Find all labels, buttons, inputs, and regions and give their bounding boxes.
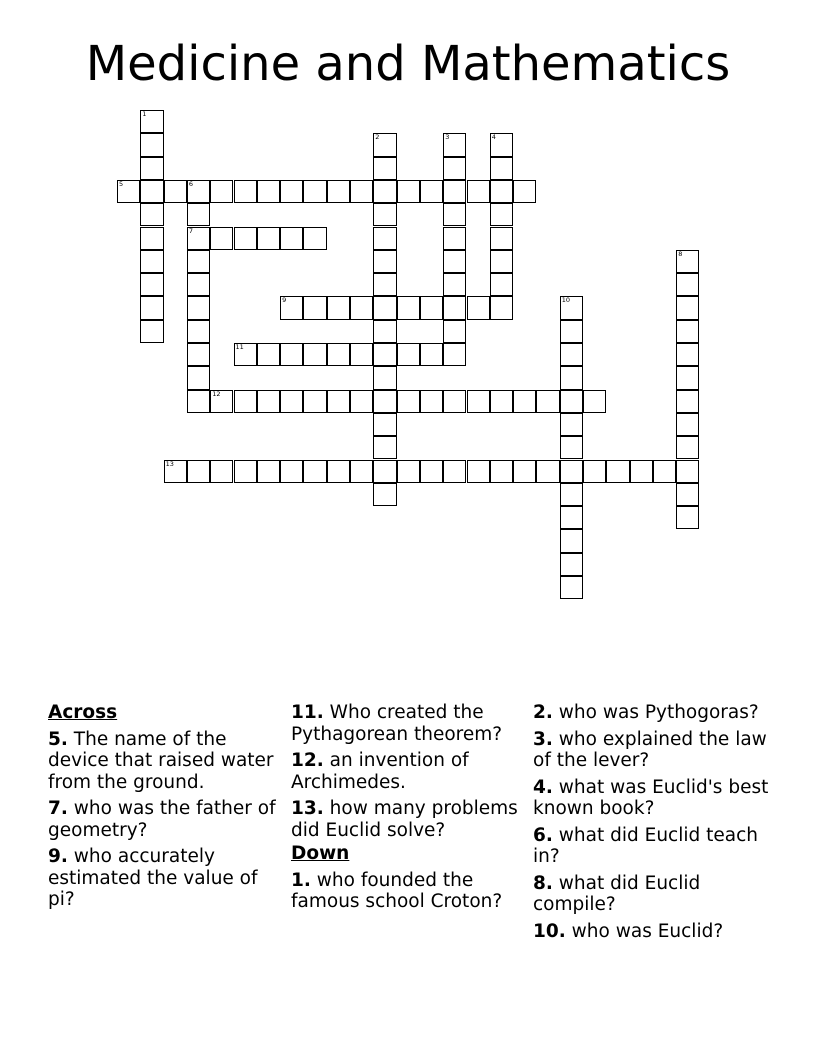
clues-column-1 [48,702,283,916]
crossword-cell[interactable] [676,460,699,483]
crossword-cell[interactable] [303,296,326,319]
crossword-cell[interactable] [560,343,583,366]
clue-text: who explained the law of the lever? [533,728,767,771]
crossword-cell[interactable] [140,320,163,343]
clue-number: 1. [291,869,311,891]
crossword-cell[interactable] [467,296,490,319]
crossword-cell[interactable] [676,436,699,459]
crossword-cell[interactable] [560,460,583,483]
crossword-cell[interactable] [536,390,559,413]
crossword-cell[interactable] [676,483,699,506]
crossword-cell[interactable] [606,460,629,483]
crossword-cell[interactable] [397,180,420,203]
crossword-cell[interactable] [676,250,699,273]
crossword-cell[interactable] [560,436,583,459]
clue-down-10 [533,921,773,943]
clue-text: The name of the device that raised water from the ground. [48,728,274,793]
crossword-cell[interactable] [560,576,583,599]
clues-column-3 [533,702,773,947]
crossword-cell[interactable] [397,296,420,319]
crossword-cell[interactable] [560,506,583,529]
crossword-cell[interactable] [280,296,303,319]
crossword-cell[interactable] [373,390,396,413]
crossword-cell[interactable] [350,180,373,203]
crossword-cell[interactable] [187,343,210,366]
clue-number: 4. [533,776,553,798]
clue-number: 6. [533,824,553,846]
crossword-cell[interactable] [676,390,699,413]
crossword-cell[interactable] [280,180,303,203]
crossword-cell[interactable] [257,227,280,250]
crossword-cell[interactable] [373,203,396,226]
crossword-cell[interactable] [164,460,187,483]
crossword-cell[interactable] [513,390,536,413]
crossword-cell[interactable] [280,460,303,483]
clue-down-4 [533,777,773,820]
clue-number: 7. [48,798,68,819]
cell-number: 7 [188,226,194,235]
crossword-cell[interactable] [560,320,583,343]
cell-number: 5 [119,179,124,188]
cell-number: 3 [445,133,450,142]
clue-across-5 [48,729,283,794]
cell-number: 8 [678,249,683,258]
crossword-cell[interactable] [187,366,210,389]
crossword-cell[interactable] [373,413,396,436]
crossword-cell[interactable] [187,390,210,413]
crossword-cell[interactable] [187,227,210,250]
crossword-cell[interactable] [327,343,350,366]
crossword-cell[interactable] [443,273,466,296]
crossword-cell[interactable] [560,483,583,506]
crossword-cell[interactable] [536,460,559,483]
crossword-cell[interactable] [467,180,490,203]
crossword-cell[interactable] [373,227,396,250]
crossword-cell[interactable] [187,460,210,483]
crossword-cell[interactable] [187,273,210,296]
crossword-cell[interactable] [117,180,140,203]
crossword-cell[interactable] [327,296,350,319]
crossword-cell[interactable] [443,133,466,156]
crossword-cell[interactable] [630,460,653,483]
cell-number: 9 [282,296,287,305]
clue-down-2 [533,702,773,724]
crossword-cell[interactable] [560,390,583,413]
crossword-cell[interactable] [583,460,606,483]
crossword-cell[interactable] [327,180,350,203]
crossword-cell[interactable] [140,110,163,133]
cell-number: 10 [561,296,570,305]
crossword-cell[interactable] [560,413,583,436]
cell-number: 2 [375,133,380,142]
crossword-cell[interactable] [373,460,396,483]
clue-text: who founded the famous school Croton? [291,869,503,912]
clue-number: 13. [291,798,324,819]
crossword-cell[interactable] [373,157,396,180]
clue-number: 10. [533,920,566,942]
crossword-cell[interactable] [560,529,583,552]
crossword-cell[interactable] [443,390,466,413]
crossword-cell[interactable] [490,273,513,296]
crossword-cell[interactable] [373,320,396,343]
clue-text: what was Euclid's best known book? [533,776,769,819]
crossword-cell[interactable] [443,250,466,273]
crossword-cell[interactable] [443,343,466,366]
cell-number: 6 [188,179,194,188]
crossword-cell[interactable] [187,203,210,226]
crossword-cell[interactable] [140,180,163,203]
crossword-cell[interactable] [443,460,466,483]
crossword-cell[interactable] [303,227,326,250]
crossword-cell[interactable] [373,436,396,459]
crossword-cell[interactable] [676,413,699,436]
crossword-cell[interactable] [234,390,257,413]
clue-down-6 [533,825,773,868]
crossword-cell[interactable] [303,390,326,413]
clue-down-1 [291,870,529,913]
crossword-cell[interactable] [676,273,699,296]
crossword-cell[interactable] [583,390,606,413]
clue-number: 12. [291,750,324,771]
crossword-cell[interactable] [373,273,396,296]
crossword-cell[interactable] [373,180,396,203]
crossword-cell[interactable] [490,296,513,319]
crossword-cell[interactable] [257,180,280,203]
crossword-cell[interactable] [187,320,210,343]
crossword-cell[interactable] [350,296,373,319]
crossword-cell[interactable] [420,296,443,319]
clue-across-12 [291,750,529,793]
crossword-cell[interactable] [490,157,513,180]
clue-across-13 [291,798,529,841]
cell-number: 1 [142,110,147,118]
crossword-cell[interactable] [140,227,163,250]
crossword-cell[interactable] [210,180,233,203]
clue-text: who was the father of geometry? [48,798,276,841]
crossword-cell[interactable] [140,157,163,180]
crossword-cell[interactable] [467,460,490,483]
crossword-cell[interactable] [257,460,280,483]
clue-number: 3. [533,728,553,750]
clue-text: Who created the Pythagorean theorem? [291,702,503,745]
crossword-cell[interactable] [350,390,373,413]
crossword-cell[interactable] [257,343,280,366]
clue-text: who accurately estimated the value of pi? [48,846,258,910]
crossword-cell[interactable] [490,460,513,483]
crossword-cell[interactable] [560,296,583,319]
crossword-cell[interactable] [303,343,326,366]
crossword-cell[interactable] [490,133,513,156]
crossword-cell[interactable] [490,180,513,203]
crossword-cell[interactable] [373,483,396,506]
crossword-cell[interactable] [350,460,373,483]
cell-number: 4 [491,133,496,142]
crossword-cell[interactable] [164,180,187,203]
crossword-cell[interactable] [234,343,257,366]
crossword-cell[interactable] [443,227,466,250]
clue-number: 2. [533,702,553,723]
clue-number: 5. [48,728,68,750]
crossword-cell[interactable] [140,203,163,226]
crossword-cell[interactable] [490,227,513,250]
crossword-cell[interactable] [373,343,396,366]
crossword-cell[interactable] [280,390,303,413]
across-heading: Across [48,702,118,723]
crossword-cell[interactable] [187,296,210,319]
crossword-cell[interactable] [676,320,699,343]
crossword-cell[interactable] [140,250,163,273]
crossword-cell[interactable] [397,390,420,413]
clue-text: an invention of Archimedes. [291,750,469,793]
crossword-cell[interactable] [490,203,513,226]
crossword-cell[interactable] [373,250,396,273]
cell-number: 11 [235,343,244,351]
crossword-cell[interactable] [513,180,536,203]
crossword-cell[interactable] [140,296,163,319]
crossword-cell[interactable] [443,180,466,203]
crossword-cell[interactable] [420,343,443,366]
cell-number: 12 [212,389,221,398]
crossword-cell[interactable] [490,250,513,273]
clue-across-11 [291,702,529,745]
clue-number: 9. [48,846,68,867]
crossword-cell[interactable] [420,390,443,413]
clue-number: 8. [533,872,553,894]
clue-text: how many problems did Euclid solve? [291,798,518,841]
clues-column-2 [291,702,529,918]
crossword-cell[interactable] [210,227,233,250]
crossword-cell[interactable] [257,390,280,413]
crossword-cell[interactable] [443,203,466,226]
crossword-cell[interactable] [303,180,326,203]
crossword-cell[interactable] [397,460,420,483]
crossword-cell[interactable] [676,506,699,529]
crossword-cell[interactable] [303,460,326,483]
crossword-cell[interactable] [327,390,350,413]
crossword-cell[interactable] [140,273,163,296]
crossword-cell[interactable] [420,460,443,483]
crossword-cell[interactable] [490,390,513,413]
crossword-cell[interactable] [280,343,303,366]
crossword-cell[interactable] [350,343,373,366]
crossword-cell[interactable] [187,180,210,203]
crossword-cell[interactable] [234,227,257,250]
crossword-cell[interactable] [397,343,420,366]
crossword-cell[interactable] [280,227,303,250]
crossword-cell[interactable] [676,343,699,366]
crossword-cell[interactable] [327,460,350,483]
clue-across-7 [48,798,283,841]
crossword-cell[interactable] [560,553,583,576]
crossword-cell[interactable] [210,390,233,413]
clue-number: 11. [291,702,324,723]
crossword-cell[interactable] [187,250,210,273]
crossword-cell[interactable] [676,296,699,319]
crossword-cell[interactable] [560,366,583,389]
crossword-cell[interactable] [653,460,676,483]
clue-text: who was Euclid? [571,920,724,942]
crossword-cell[interactable] [373,133,396,156]
clue-down-3 [533,729,773,772]
clue-down-8 [533,873,773,916]
crossword-cell[interactable] [420,180,443,203]
crossword-cell[interactable] [467,390,490,413]
crossword-cell[interactable] [373,366,396,389]
crossword-cell[interactable] [373,296,396,319]
crossword-cell[interactable] [210,460,233,483]
crossword-cell[interactable] [234,180,257,203]
crossword-cell[interactable] [140,133,163,156]
crossword-cell[interactable] [234,460,257,483]
crossword-cell[interactable] [443,320,466,343]
cell-number: 13 [165,459,174,468]
crossword-cell[interactable] [676,366,699,389]
down-heading: Down [291,843,350,864]
page-title: Medicine and Mathematics [85,36,731,92]
crossword-cell[interactable] [443,296,466,319]
clue-across-9 [48,846,283,911]
clue-text: who was Pythogoras? [558,702,759,723]
clue-text: what did Euclid teach in? [533,824,758,867]
crossword-cell[interactable] [513,460,536,483]
clue-text: what did Euclid compile? [533,872,701,915]
crossword-cell[interactable] [443,157,466,180]
